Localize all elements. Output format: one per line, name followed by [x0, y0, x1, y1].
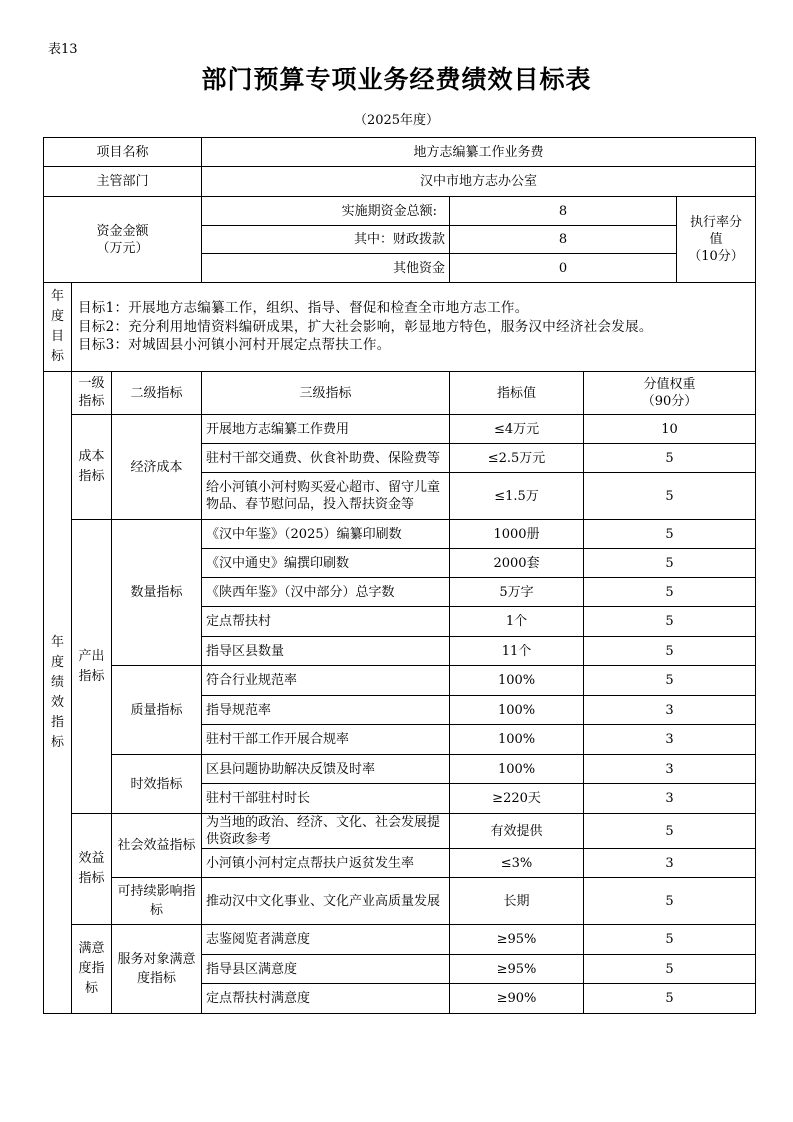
indicator-name: 推动汉中文化事业、文化产业高质量发展 — [202, 878, 450, 925]
indicator-value: ≥95% — [450, 955, 584, 984]
exec-rate-label — [677, 197, 756, 283]
indicator-value: ≥95% — [450, 925, 584, 955]
indicator-value: ≥90% — [450, 984, 584, 1014]
indicator-weight: 5 — [584, 878, 756, 925]
indicator-weight: 5 — [584, 520, 756, 549]
indicator-weight: 5 — [584, 607, 756, 637]
indicators-section-label: 年度绩效指标 — [44, 372, 72, 1014]
indicator-name: 给小河镇小河村购买爱心超市、留守儿童物品、春节慰问品，投入帮扶资金等 — [202, 473, 450, 520]
exec-rate-line1: 执行率分 — [690, 215, 743, 230]
level1-cost: 成本指标 — [72, 415, 112, 520]
level2-econ-cost: 经济成本 — [112, 415, 202, 520]
indicator-weight: 3 — [584, 849, 756, 878]
funds-total-value: 8 — [450, 197, 677, 226]
funds-other-value: 0 — [450, 254, 677, 283]
indicator-name: 小河镇小河村定点帮扶户返贫发生率 — [202, 849, 450, 878]
header-level3: 三级指标 — [202, 372, 450, 415]
indicator-value: 2000套 — [450, 549, 584, 578]
indicator-name: 驻村干部交通费、伙食补助费、保险费等 — [202, 444, 450, 473]
level2-timeliness: 时效指标 — [112, 755, 202, 814]
indicator-value: 100% — [450, 666, 584, 696]
indicator-name: 驻村干部工作开展合规率 — [202, 725, 450, 755]
indicator-value: 11个 — [450, 637, 584, 666]
goal-item: 目标2：充分利用地情资料编研成果，扩大社会影响，彰显地方特色，服务汉中经济社会发展。 — [78, 318, 653, 335]
indicator-name: 为当地的政治、经济、文化、社会发展提供资政参考 — [202, 814, 450, 849]
header-weight: 分值权重 （90分） — [584, 372, 756, 415]
indicator-weight: 5 — [584, 578, 756, 607]
level1-satisfaction: 满意度指标 — [72, 925, 112, 1014]
indicator-weight: 5 — [584, 925, 756, 955]
exec-rate-line3: （10分） — [688, 249, 744, 264]
budget-year: （2025年度） — [353, 113, 440, 128]
indicator-value: 100% — [450, 696, 584, 725]
goal-item: 目标3：对城固县小河镇小河村开展定点帮扶工作。 — [78, 337, 391, 354]
funds-other-label: 其他资金 — [202, 254, 450, 283]
funds-fiscal-label: 其中：财政拨款 — [202, 226, 450, 254]
indicator-value: ≤2.5万元 — [450, 444, 584, 473]
indicator-weight: 5 — [584, 984, 756, 1014]
indicator-name: 《陕西年鉴》（汉中部分）总字数 — [202, 578, 450, 607]
indicator-weight: 5 — [584, 444, 756, 473]
indicator-weight: 5 — [584, 814, 756, 849]
performance-target-table — [43, 137, 756, 1014]
indicator-name: 开展地方志编纂工作费用 — [202, 415, 450, 444]
dept-label: 主管部门 — [44, 167, 202, 197]
indicator-weight: 3 — [584, 784, 756, 814]
indicator-name: 指导区县数量 — [202, 637, 450, 666]
funds-total-label: 实施期资金总额: — [202, 197, 450, 226]
header-level2: 二级指标 — [112, 372, 202, 415]
header-value: 指标值 — [450, 372, 584, 415]
indicator-name: 区县问题协助解决反馈及时率 — [202, 755, 450, 784]
indicator-value: 100% — [450, 725, 584, 755]
funds-label — [44, 197, 202, 283]
indicator-value: 5万字 — [450, 578, 584, 607]
indicator-weight: 5 — [584, 666, 756, 696]
funds-label-line1: 资金金额 — [96, 223, 149, 239]
indicator-name: 指导规范率 — [202, 696, 450, 725]
indicator-name: 定点帮扶村 — [202, 607, 450, 637]
level2-service: 服务对象满意度指标 — [112, 925, 202, 1014]
indicator-name: 指导县区满意度 — [202, 955, 450, 984]
indicator-weight: 5 — [584, 473, 756, 520]
indicator-weight: 5 — [584, 549, 756, 578]
indicator-weight: 3 — [584, 755, 756, 784]
funds-label-line2: （万元） — [96, 240, 149, 256]
indicator-name: 定点帮扶村满意度 — [202, 984, 450, 1014]
indicator-value: 1000册 — [450, 520, 584, 549]
indicator-weight: 5 — [584, 955, 756, 984]
dept-value: 汉中市地方志办公室 — [202, 167, 756, 197]
table-number: 表13 — [48, 42, 78, 57]
indicator-name: 志鉴阅览者满意度 — [202, 925, 450, 955]
indicator-name: 驻村干部驻村时长 — [202, 784, 450, 814]
indicator-value: ≤1.5万 — [450, 473, 584, 520]
level1-benefit: 效益指标 — [72, 814, 112, 925]
indicator-value: 长期 — [450, 878, 584, 925]
goals-label: 年度目标 — [44, 283, 72, 372]
level2-quality: 质量指标 — [112, 666, 202, 755]
indicator-name: 《汉中年鉴》（2025）编纂印刷数 — [202, 520, 450, 549]
level2-social: 社会效益指标 — [112, 814, 202, 878]
indicator-value: ≥220天 — [450, 784, 584, 814]
indicator-value: ≤3% — [450, 849, 584, 878]
indicator-weight: 10 — [584, 415, 756, 444]
indicator-weight: 3 — [584, 696, 756, 725]
project-name-label: 项目名称 — [44, 138, 202, 167]
indicator-name: 《汉中通史》编撰印刷数 — [202, 549, 450, 578]
level2-quantity: 数量指标 — [112, 520, 202, 666]
project-name-value: 地方志编纂工作业务费 — [202, 138, 756, 167]
level2-sustain: 可持续影响指标 — [112, 878, 202, 925]
level1-output: 产出指标 — [72, 520, 112, 814]
goal-item: 目标1：开展地方志编纂工作，组织、指导、督促和检查全市地方志工作。 — [78, 300, 529, 317]
indicator-weight: 5 — [584, 637, 756, 666]
goals-content — [72, 283, 756, 372]
indicator-value: 100% — [450, 755, 584, 784]
indicator-value: 有效提供 — [450, 814, 584, 849]
page-title: 部门预算专项业务经费绩效目标表 — [201, 65, 592, 94]
header-level1: 一级指标 — [72, 372, 112, 415]
indicator-value: ≤4万元 — [450, 415, 584, 444]
exec-rate-line2: 值 — [709, 232, 723, 247]
indicator-weight: 3 — [584, 725, 756, 755]
indicator-value: 1个 — [450, 607, 584, 637]
funds-fiscal-value: 8 — [450, 226, 677, 254]
indicator-name: 符合行业规范率 — [202, 666, 450, 696]
